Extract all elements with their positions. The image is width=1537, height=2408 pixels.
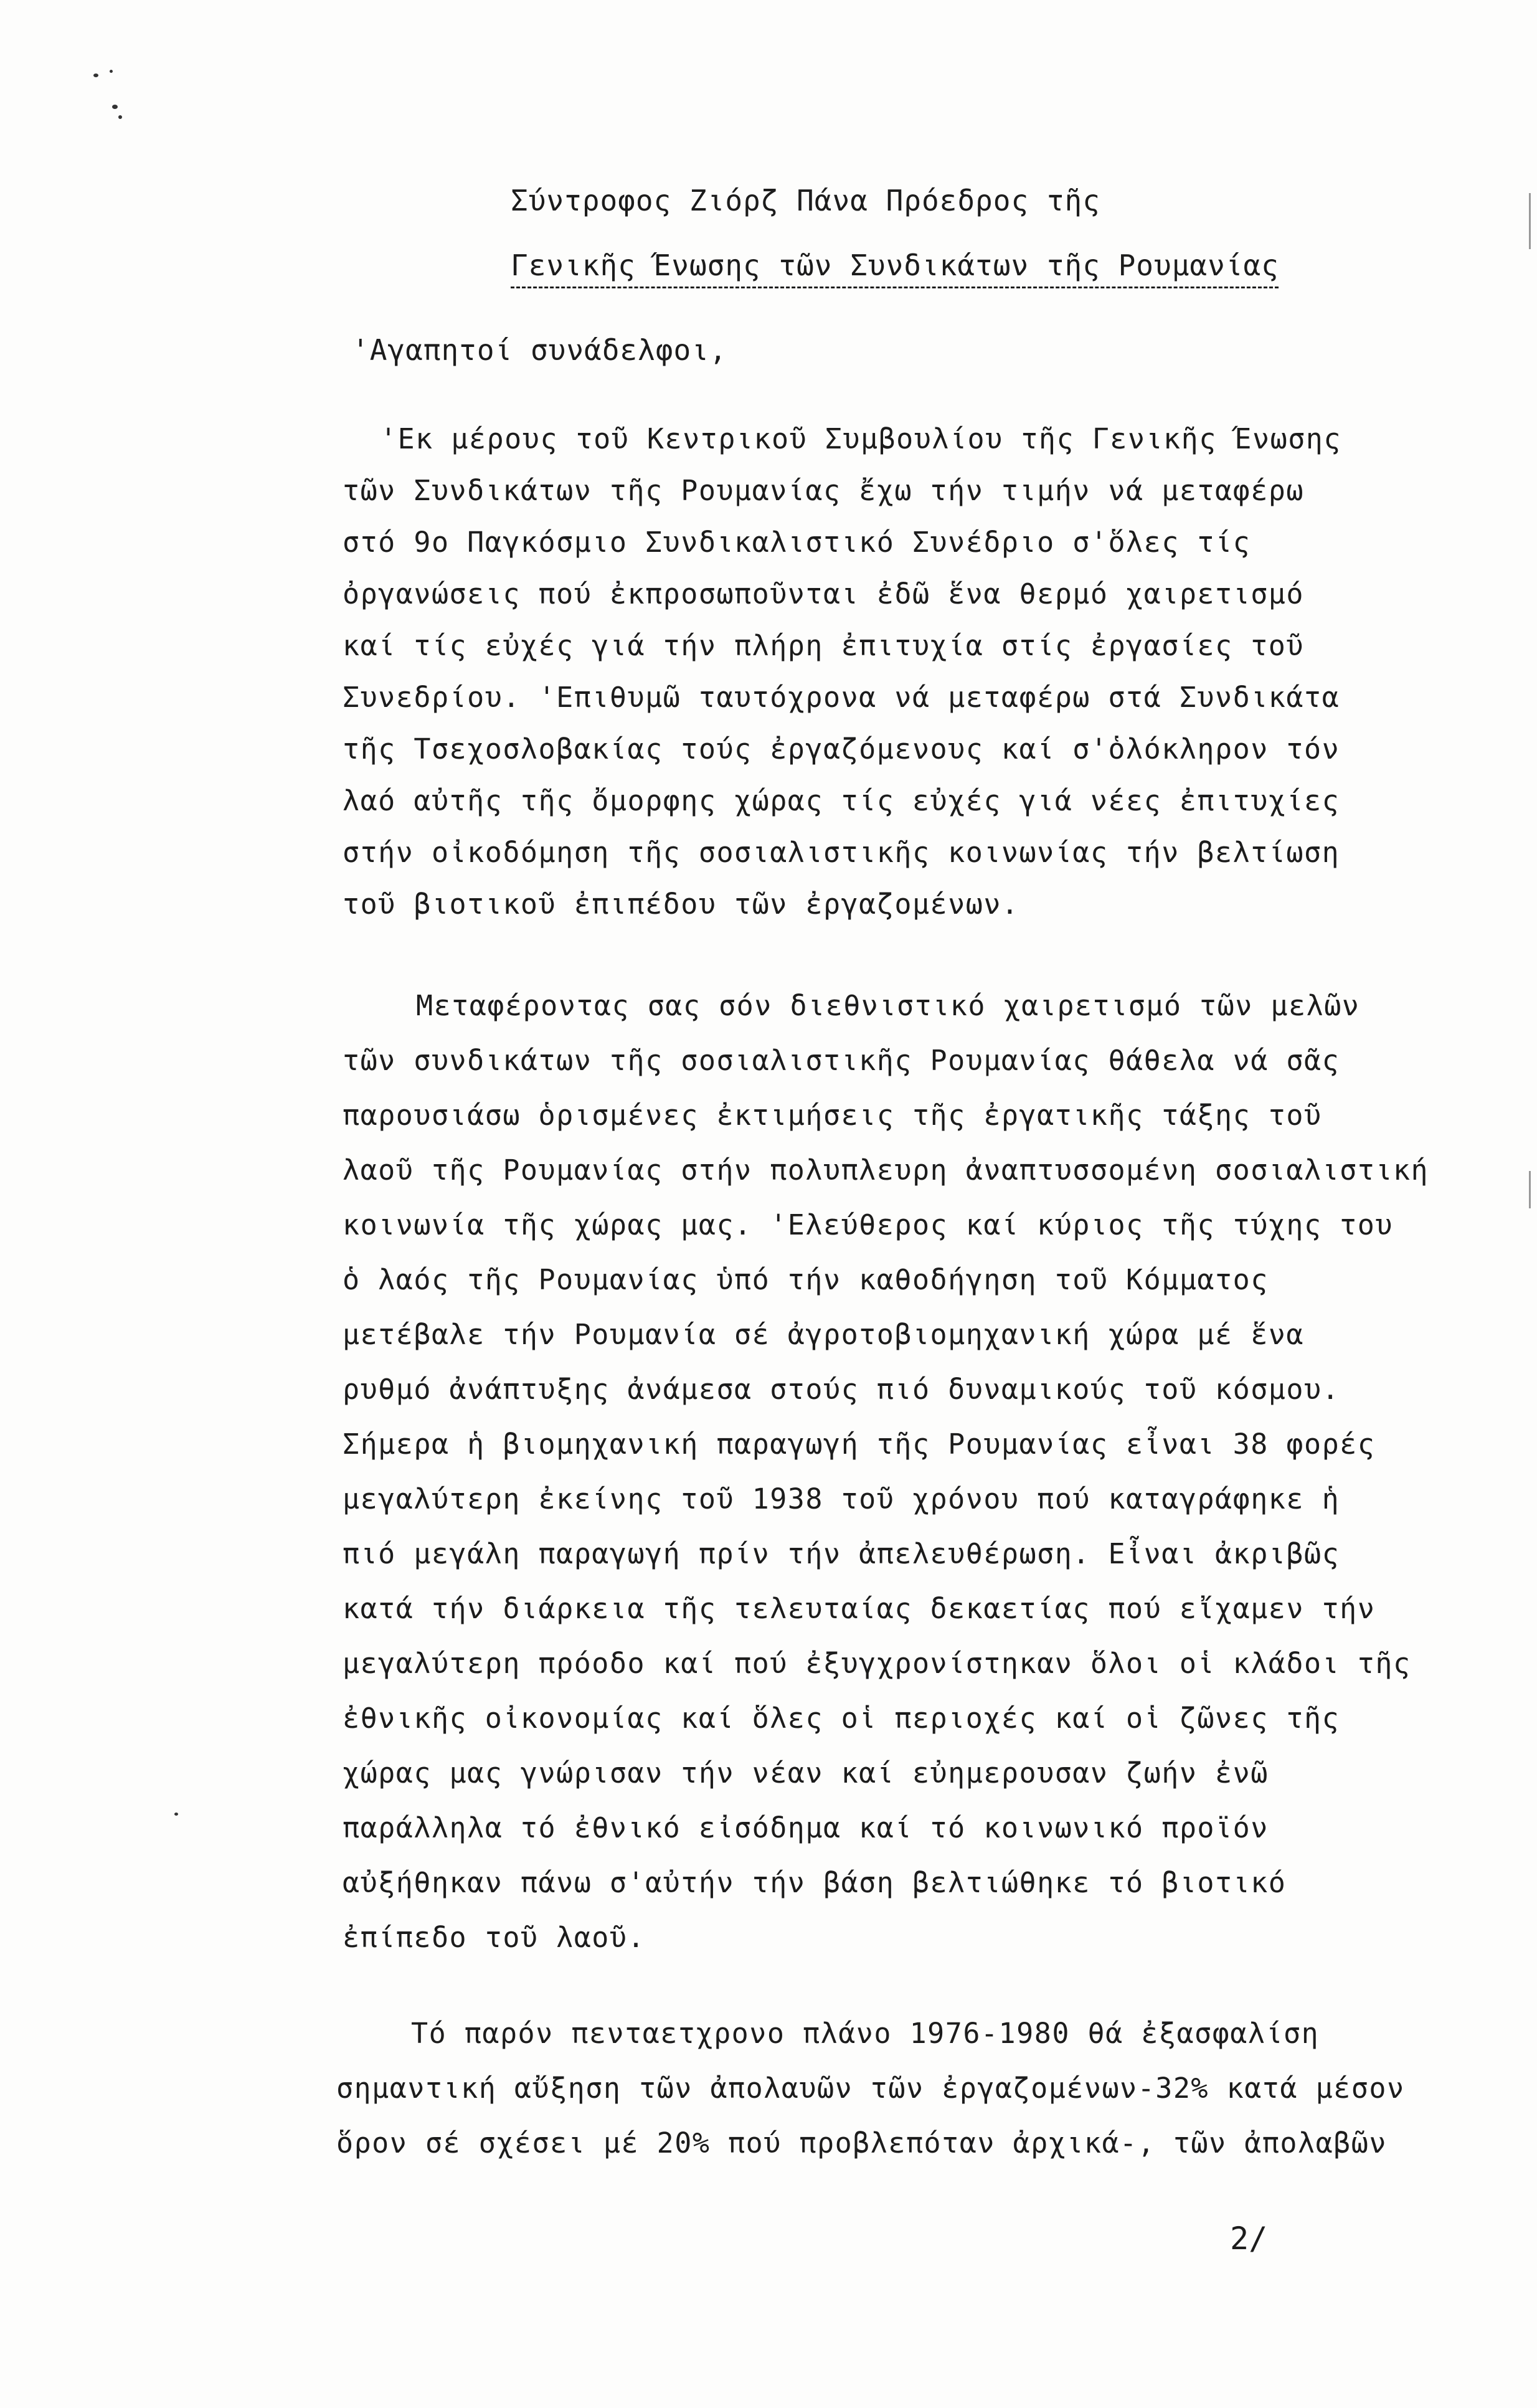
text-line: 'Εκ μέρους τοῦ Κεντρικοῦ Συμβουλίου τῆς Γενικῆς Ένωσης bbox=[380, 422, 1341, 455]
text-line: ἐπίπεδο τοῦ λαοῦ. bbox=[343, 1921, 646, 1954]
text-line: κοινωνία τῆς χώρας μας. 'Ελεύθερος καί κύριος τῆς τύχης του bbox=[343, 1208, 1393, 1241]
text-line: χώρας μας γνώρισαν τήν νέαν καί εὐημερουσαν ζωήν ἐνῶ bbox=[343, 1756, 1269, 1789]
scan-speck bbox=[110, 70, 113, 73]
header-line-2: Γενικῆς Ένωσης τῶν Συνδικάτων τῆς Ρουμανίας bbox=[511, 249, 1279, 282]
text-line: ὅρον σέ σχέσει μέ 20% πού προβλεπόταν ἀρχικά-, τῶν ἀπολαβῶν bbox=[336, 2126, 1387, 2159]
text-line: ρυθμό ἀνάπτυξης ἀνάμεσα στούς πιό δυναμικούς τοῦ κόσμου. bbox=[343, 1373, 1340, 1406]
scan-edge-mark bbox=[1529, 193, 1531, 249]
header-line-1: Σύντροφος Ζιόρζ Πάνα Πρόεδρος τῆς bbox=[511, 184, 1100, 217]
scan-speck bbox=[174, 1813, 178, 1816]
text-line: τοῦ βιοτικοῦ ἐπιπέδου τῶν ἐργαζομένων. bbox=[343, 888, 1019, 921]
text-line: τῆς Τσεχοσλοβακίας τούς ἐργαζόμενους καί σ'ὁλόκληρον τόν bbox=[343, 732, 1340, 766]
text-line: αὐξήθηκαν πάνω σ'αὐτήν τήν βάση βελτιώθηκε τό βιοτικό bbox=[343, 1866, 1287, 1899]
scan-speck bbox=[93, 73, 98, 77]
salutation: 'Αγαπητοί συνάδελφοι, bbox=[352, 333, 727, 367]
text-line: μετέβαλε τήν Ρουμανία σέ ἀγροτοβιομηχανική χώρα μέ ἕνα bbox=[343, 1318, 1304, 1351]
text-line: μεγαλύτερη ἐκείνης τοῦ 1938 τοῦ χρόνου πού καταγράφηκε ἡ bbox=[343, 1482, 1340, 1515]
text-line: μεγαλύτερη πρόοδο καί πού ἐξυγχρονίστηκαν ὅλοι οἱ κλάδοι τῆς bbox=[343, 1647, 1411, 1680]
letter-header bbox=[511, 168, 1383, 298]
text-line: ὁ λαός τῆς Ρουμανίας ὑπό τήν καθοδήγηση τοῦ Κόμματος bbox=[343, 1263, 1269, 1296]
text-line: λαό αὐτῆς τῆς ὄμορφης χώρας τίς εὐχές γιά νέες ἐπιτυχίες bbox=[343, 784, 1340, 817]
text-line: παρουσιάσω ὁρισμένες ἐκτιμήσεις τῆς ἐργατικῆς τάξης τοῦ bbox=[343, 1099, 1322, 1132]
text-line: Συνεδρίου. 'Επιθυμῶ ταυτόχρονα νά μεταφέρω στά Συνδικάτα bbox=[343, 681, 1340, 714]
text-line: κατά τήν διάρκεια τῆς τελευταίας δεκαετίας πού εἴχαμεν τήν bbox=[343, 1592, 1376, 1625]
text-line: πιό μεγάλη παραγωγή πρίν τήν ἀπελευθέρωση. Εἶναι ἀκριβῶς bbox=[343, 1537, 1340, 1570]
text-line: τῶν Συνδικάτων τῆς Ρουμανίας ἔχω τήν τιμήν νά μεταφέρω bbox=[343, 474, 1304, 507]
text-line: στό 9ο Παγκόσμιο Συνδικαλιστικό Συνέδριο σ'ὅλες τίς bbox=[343, 526, 1251, 559]
text-line: Τό παρόν πενταετχρονο πλάνο 1976-1980 θά ἐξασφαλίση bbox=[411, 2017, 1320, 2050]
scan-speck bbox=[118, 115, 122, 119]
text-line: καί τίς εὐχές γιά τήν πλήρη ἐπιτυχία στίς ἐργασίες τοῦ bbox=[343, 629, 1304, 662]
text-line: ἐθνικῆς οἰκονομίας καί ὅλες οἱ περιοχές καί οἱ ζῶνες τῆς bbox=[343, 1702, 1340, 1735]
page-number: 2/ bbox=[1230, 2221, 1268, 2257]
text-line: λαοῦ τῆς Ρουμανίας στήν πολυπλευρη ἀναπτυσσομένη σοσιαλιστική bbox=[343, 1154, 1429, 1187]
scan-speck bbox=[112, 105, 118, 109]
text-line: Μεταφέροντας σας σόν διεθνιστικό χαιρετισμό τῶν μελῶν bbox=[416, 989, 1360, 1022]
text-line: ὀργανώσεις πού ἐκπροσωποῦνται ἐδῶ ἕνα θερμό χαιρετισμό bbox=[343, 577, 1304, 610]
text-line: σημαντική αὔξηση τῶν ἀπολαυῶν τῶν ἐργαζομένων-32% κατά μέσον bbox=[336, 2072, 1405, 2105]
text-line: Σήμερα ἡ βιομηχανική παραγωγή τῆς Ρουμανίας εἶναι 38 φορές bbox=[343, 1428, 1376, 1461]
text-line: παράλληλα τό ἐθνικό εἰσόδημα καί τό κοινωνικό προϊόν bbox=[343, 1811, 1269, 1844]
scan-edge-mark bbox=[1529, 1171, 1531, 1208]
text-line: τῶν συνδικάτων τῆς σοσιαλιστικῆς Ρουμανίας θάθελα νά σᾶς bbox=[343, 1044, 1340, 1077]
text-line: στήν οἰκοδόμηση τῆς σοσιαλιστικῆς κοινωνίας τήν βελτίωση bbox=[343, 836, 1340, 869]
